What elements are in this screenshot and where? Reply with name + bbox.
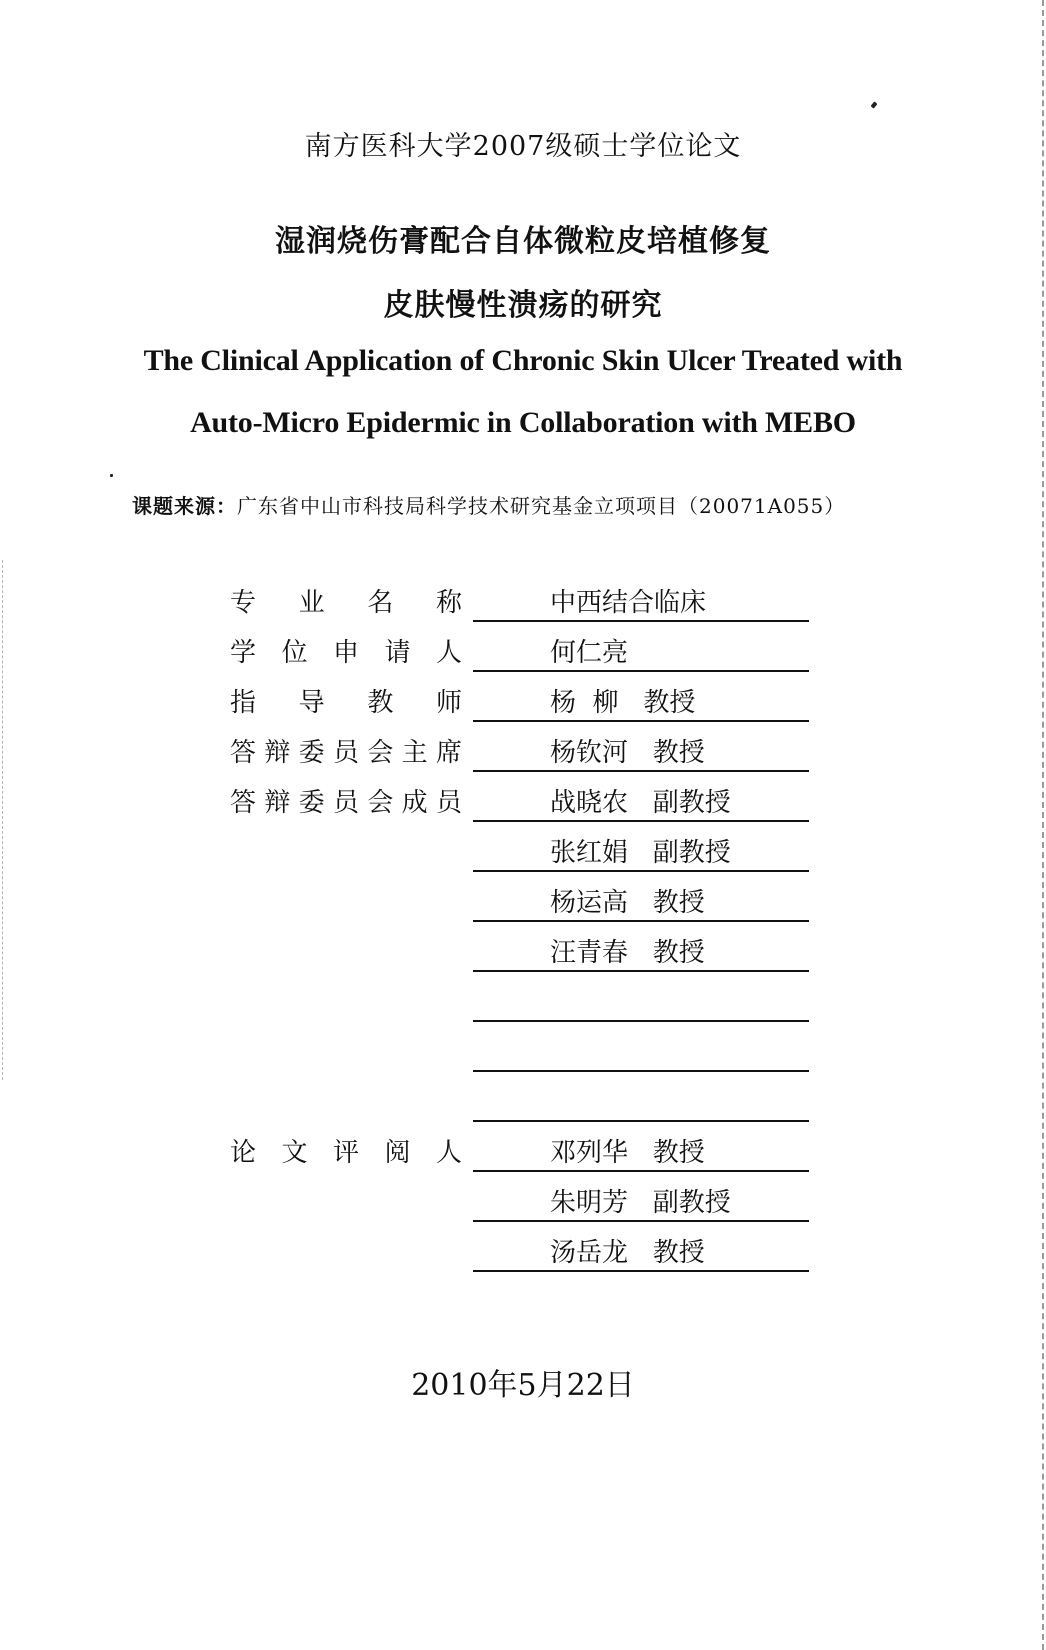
field-label [230,582,462,619]
field-value: 中西结合临床 [550,588,707,618]
field-label-char: 答 [230,738,257,768]
field-value: 杨 柳 教授 [550,688,696,718]
field-label-char: 评 [332,1138,359,1168]
field-label-char: 师 [435,688,462,718]
scan-speck [871,101,878,108]
field-label-char: 会 [367,788,394,818]
field-value: 邓列华 教授 [550,1138,705,1168]
field-label-char: 专 [230,588,257,618]
field-label-char: 位 [281,638,308,668]
field-label-char: 文 [281,1138,308,1168]
field-underline [473,820,809,822]
field-value: 杨运高 教授 [550,888,705,918]
field-underline [473,1220,809,1222]
field-underline [473,870,809,872]
field-label-char: 业 [298,588,325,618]
thesis-title-cn-line-2: 皮肤慢性溃疡的研究 [383,288,663,323]
field-label-char: 答 [230,788,257,818]
field-label-char: 学 [230,638,257,668]
university-header: 南方医科大学2007级硕士学位论文 [304,131,742,162]
field-label-char: 名 [367,588,394,618]
field-underline [473,920,809,922]
field-underline [473,720,809,722]
submission-date: 2010年5月22日 [411,1368,635,1403]
field-label-char: 员 [332,788,359,818]
field-label-char: 委 [298,738,325,768]
field-label-char: 辩 [264,738,291,768]
field-underline [473,1270,809,1272]
field-label [230,1132,462,1169]
field-underline [473,1020,809,1022]
field-label [230,682,462,719]
field-underline [473,620,809,622]
field-label-char: 会 [367,738,394,768]
field-label-char: 员 [435,788,462,818]
scan-speck [110,474,113,477]
field-label-char: 员 [332,738,359,768]
field-label-char: 论 [230,1138,257,1168]
field-value: 汤岳龙 教授 [550,1238,705,1268]
field-label-char: 席 [435,738,462,768]
field-value: 杨钦河 教授 [550,738,705,768]
thesis-title-en-line-1: The Clinical Application of Chronic Skin Ulcer Treated with [143,344,903,377]
field-value: 张红娟 副教授 [550,838,731,868]
field-label-char: 教 [367,688,394,718]
field-value: 汪青春 教授 [550,938,705,968]
field-label-char: 主 [401,738,428,768]
project-source [132,490,845,519]
project-source-label: 课题来源： [132,494,237,518]
field-underline [473,1170,809,1172]
field-underline [473,1070,809,1072]
field-underline [473,670,809,672]
thesis-title-cn-line-1: 湿润烧伤膏配合自体微粒皮培植修复 [275,224,771,259]
field-label-char: 申 [332,638,359,668]
field-label-char: 人 [435,638,462,668]
field-label-char: 指 [230,688,257,718]
thesis-title-en-line-2: Auto-Micro Epidermic in Collaboration with MEBO [190,406,856,439]
field-underline [473,970,809,972]
field-label-char: 导 [298,688,325,718]
field-label [230,632,462,669]
field-label [230,782,462,819]
field-label-char: 成 [401,788,428,818]
scan-edge-left [2,560,3,1080]
project-source-value: 广东省中山市科技局科学技术研究基金立项项目（20071A055） [237,494,846,518]
field-label-char: 请 [384,638,411,668]
field-underline [473,770,809,772]
field-value: 朱明芳 副教授 [550,1188,731,1218]
field-label-char: 称 [435,588,462,618]
field-value: 战晓农 副教授 [550,788,731,818]
field-label-char: 人 [435,1138,462,1168]
field-underline [473,1120,809,1122]
field-value: 何仁亮 [550,638,629,668]
field-label-char: 委 [298,788,325,818]
field-label [230,732,462,769]
field-label-char: 辩 [264,788,291,818]
field-label-char: 阅 [384,1138,411,1168]
